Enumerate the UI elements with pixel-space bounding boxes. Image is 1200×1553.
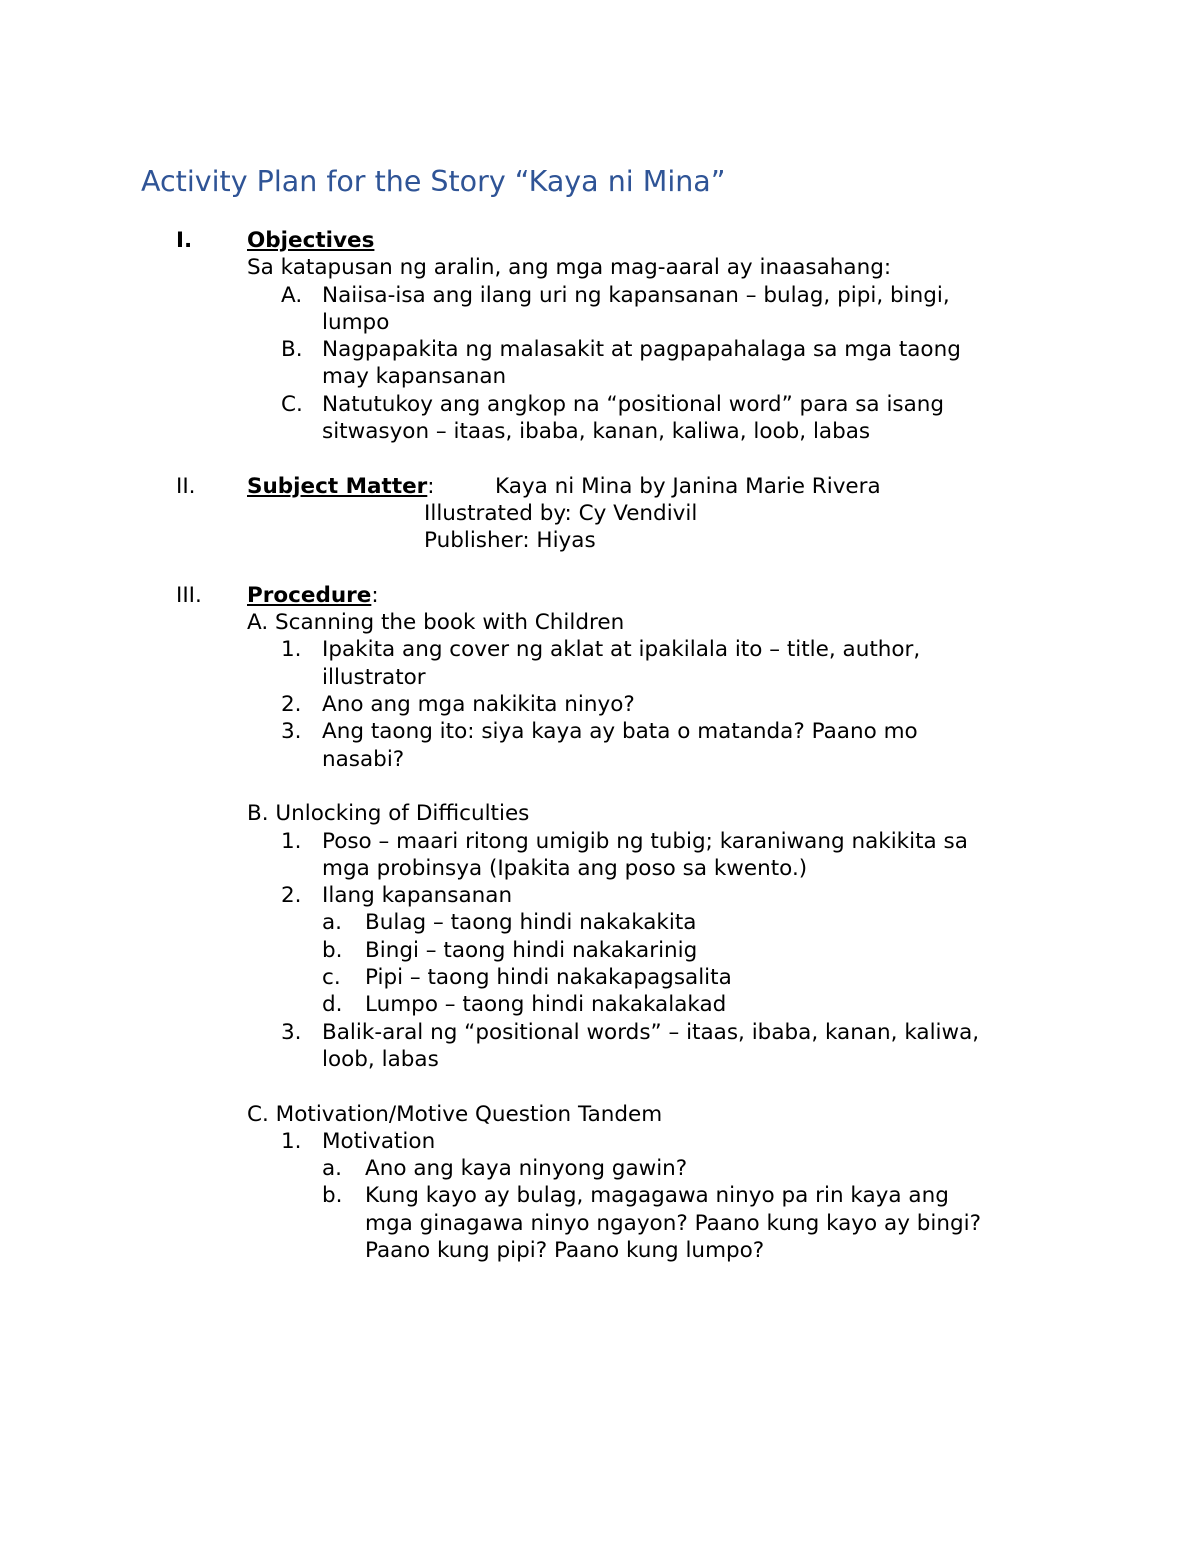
subject-publisher: Publisher: Hiyas	[424, 528, 596, 554]
subject-illustrator: Illustrated by: Cy Vendivil	[424, 500, 698, 526]
procedure-subsection-a: A. Scanning the book with Children	[247, 610, 625, 636]
objectives-intro: Sa katapusan ng aralin, ang mga mag-aaral ay inaasahang:	[247, 255, 892, 281]
list-item: 3. Ang taong ito: siya kaya ay bata o matanda? Paano mo	[281, 719, 918, 745]
list-marker: 3.	[281, 719, 302, 745]
section-numeral: II.	[176, 473, 196, 499]
section-objectives-heading	[0, 227, 1200, 254]
list-item-continuation: illustrator	[322, 664, 426, 690]
document-body	[0, 227, 1200, 1264]
section-heading: Procedure	[247, 582, 372, 608]
list-marker: a.	[322, 910, 343, 936]
section-subject-matter-heading: II. Subject Matter: Kaya ni Mina by Janina Marie Rivera	[176, 473, 881, 499]
list-marker: d.	[322, 992, 343, 1018]
section-heading: Objectives	[247, 228, 375, 253]
list-item: 2. Ilang kapansanan	[281, 883, 513, 909]
sub-list-item: b. Bingi – taong hindi nakakarinig	[322, 937, 698, 963]
sub-list-item: b. Kung kayo ay bulag, magagawa ninyo pa rin kaya ang	[322, 1183, 949, 1209]
sub-list-item-continuation: Paano kung pipi? Paano kung lumpo?	[365, 1237, 765, 1263]
list-marker: c.	[322, 965, 341, 991]
document-title: Activity Plan for the Story “Kaya ni Mina”	[141, 165, 726, 198]
sub-list-item: c. Pipi – taong hindi nakakapagsalita	[322, 965, 732, 991]
list-marker: 1.	[281, 1128, 302, 1154]
list-marker: B.	[281, 337, 303, 363]
list-item-continuation: nasabi?	[322, 746, 405, 772]
sub-list-item: d. Lumpo – taong hindi nakakalakad	[322, 992, 727, 1018]
list-marker: a.	[322, 1156, 343, 1182]
list-marker: b.	[322, 1183, 343, 1209]
sub-list-item-continuation: mga ginagawa ninyo ngayon? Paano kung kayo ay bingi?	[365, 1210, 982, 1236]
section-heading: Subject Matter	[247, 473, 428, 499]
list-marker: 3.	[281, 1019, 302, 1045]
list-marker: C.	[281, 391, 303, 417]
sub-list-item: a. Ano ang kaya ninyong gawin?	[322, 1156, 688, 1182]
list-item: C. Natutukoy ang angkop na “positional word” para sa isang	[281, 391, 945, 417]
list-marker: b.	[322, 937, 343, 963]
section-numeral: I.	[176, 228, 193, 253]
list-item-continuation: sitwasyon – itaas, ibaba, kanan, kaliwa, loob, labas	[322, 419, 871, 445]
list-item-continuation: may kapansanan	[322, 364, 507, 390]
list-item: 1. Ipakita ang cover ng aklat at ipakilala ito – title, author,	[281, 637, 921, 663]
procedure-subsection-c: C. Motivation/Motive Question Tandem	[247, 1101, 663, 1127]
section-numeral: III.	[176, 582, 202, 608]
list-item: 1. Motivation	[281, 1128, 436, 1154]
list-item: 1. Poso – maari ritong umigib ng tubig; karaniwang nakikita sa	[281, 828, 968, 854]
list-marker: 2.	[281, 883, 302, 909]
list-item-continuation: mga probinsya (Ipakita ang poso sa kwento.)	[322, 855, 808, 881]
list-marker: A.	[281, 282, 303, 308]
list-item: A. Naiisa-isa ang ilang uri ng kapansanan – bulag, pipi, bingi,	[281, 282, 950, 308]
list-item: B. Nagpapakita ng malasakit at pagpapahalaga sa mga taong	[281, 337, 961, 363]
section-procedure-heading: III. Procedure:	[176, 582, 379, 608]
list-item-continuation: loob, labas	[322, 1046, 439, 1072]
list-marker: 1.	[281, 637, 302, 663]
sub-list-item: a. Bulag – taong hindi nakakakita	[322, 910, 697, 936]
list-item-continuation: lumpo	[322, 309, 390, 335]
list-marker: 2.	[281, 692, 302, 718]
list-marker: 1.	[281, 828, 302, 854]
procedure-subsection-b: B. Unlocking of Difficulties	[247, 801, 530, 827]
subject-matter-value: Kaya ni Mina by Janina Marie Rivera	[495, 473, 881, 499]
list-item: 3. Balik-aral ng “positional words” – itaas, ibaba, kanan, kaliwa,	[281, 1019, 980, 1045]
list-item: 2. Ano ang mga nakikita ninyo?	[281, 692, 635, 718]
